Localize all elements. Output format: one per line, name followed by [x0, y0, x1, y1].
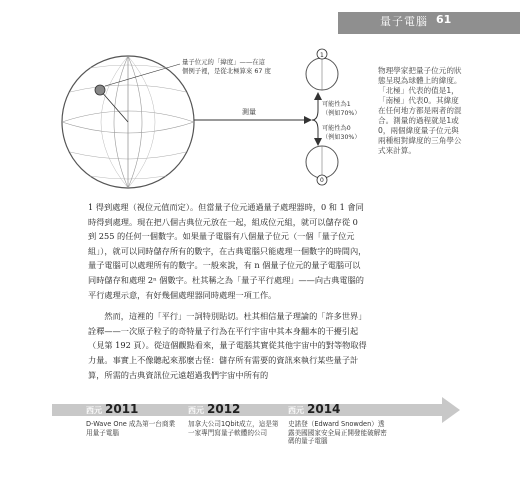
timeline-entry-2014	[288, 398, 340, 417]
state-zero-label: 0	[320, 177, 324, 184]
state-one-label: 1	[320, 52, 324, 59]
sidebar-note: 物理學家把量子位元的狀態呈現為球體上的緯度。「北極」代表的值是1，「南極」代表0。其緯度在任何地方都是兩者的混合。測量的過程就是1或0，兩個緯度量子位元與兩種相對緯度的三角學公式來計算。	[378, 66, 462, 155]
qubit-caption-line1: 量子位元的「緯度」——在這	[182, 58, 266, 66]
prob-one-label: 可能性為1	[322, 101, 351, 108]
header-title: 量子電腦	[380, 15, 428, 28]
timeline-desc-2011: D-Wave One 成為第一台商業用量子電腦	[86, 420, 176, 437]
body-text	[88, 200, 368, 382]
prob-zero-label: 可能性為0	[322, 125, 351, 132]
page-number: 61	[436, 13, 452, 26]
qubit-measurement-diagram	[60, 40, 380, 190]
qubit-caption-line2: 個例子裡，是從北極算來 67 度	[182, 67, 271, 75]
timeline-year: 2011	[105, 402, 139, 416]
prob-zero-value: （例如30%）	[322, 134, 361, 141]
timeline-desc-2012: 加拿大公司1Qbit成立，這是第一家專門寫量子軟體的公司	[188, 420, 279, 437]
measure-arrow	[194, 107, 312, 124]
timeline-entry-2012	[188, 398, 240, 417]
timeline-desc-2014: 史諾登（Edward Snowden）透露美國國家安全局正開發能破解密碼的量子電腦	[288, 420, 387, 445]
timeline-prefix: 西元	[188, 406, 204, 415]
measurement-branch	[312, 92, 322, 146]
header-bar	[338, 12, 520, 34]
timeline-prefix: 西元	[288, 406, 304, 415]
result-sphere-one	[306, 49, 338, 90]
timeline-year: 2012	[207, 402, 241, 416]
timeline-year: 2014	[307, 402, 341, 416]
timeline-prefix: 西元	[86, 406, 102, 415]
timeline-arrow	[442, 397, 460, 423]
paragraph-1: 1 得到處理（視位元值而定）。但當量子位元通過量子處理器時，0 和 1 會同時得到處理。現在把八個古典位元放在一起，組成位元組，就可以儲存從 0 到 255 的任何一個數字。如果量子電腦有八個量子位元（一個「量子位元組」），就可以同時儲存所有的數字，在古典電腦只能處理一個數字的時間內，量子電腦可以處理所有的數字。一般來說，有 n 個量子位元的量子電腦可以同時儲存和處理 2ⁿ 個數字。杜其稱之為「量子平行處理」——向古典電腦的平行處理示意，有好幾個處理器同時處理一項工作。	[88, 202, 367, 300]
paragraph-2: 然而，這裡的「平行」一詞特別貼切。杜其相信量子理論的「許多世界」詮釋——一次原子粒子的奇特量子行為在平行宇宙中其本身翻本的干擾引起（見第 192 頁）。從這個觀點看來，量子電腦其實從其他宇宙中的對等物取得力量。事實上不像聽起來那麼古怪：儲存所有需要的資訊來執行某些量子計算，所需的古典資訊位元遠超過我們宇宙中所有的	[88, 311, 367, 380]
measure-label: 測量	[242, 108, 256, 116]
timeline-entry-2011	[86, 398, 138, 417]
prob-one-value: （例如70%）	[322, 110, 361, 117]
result-sphere-zero	[306, 146, 338, 185]
